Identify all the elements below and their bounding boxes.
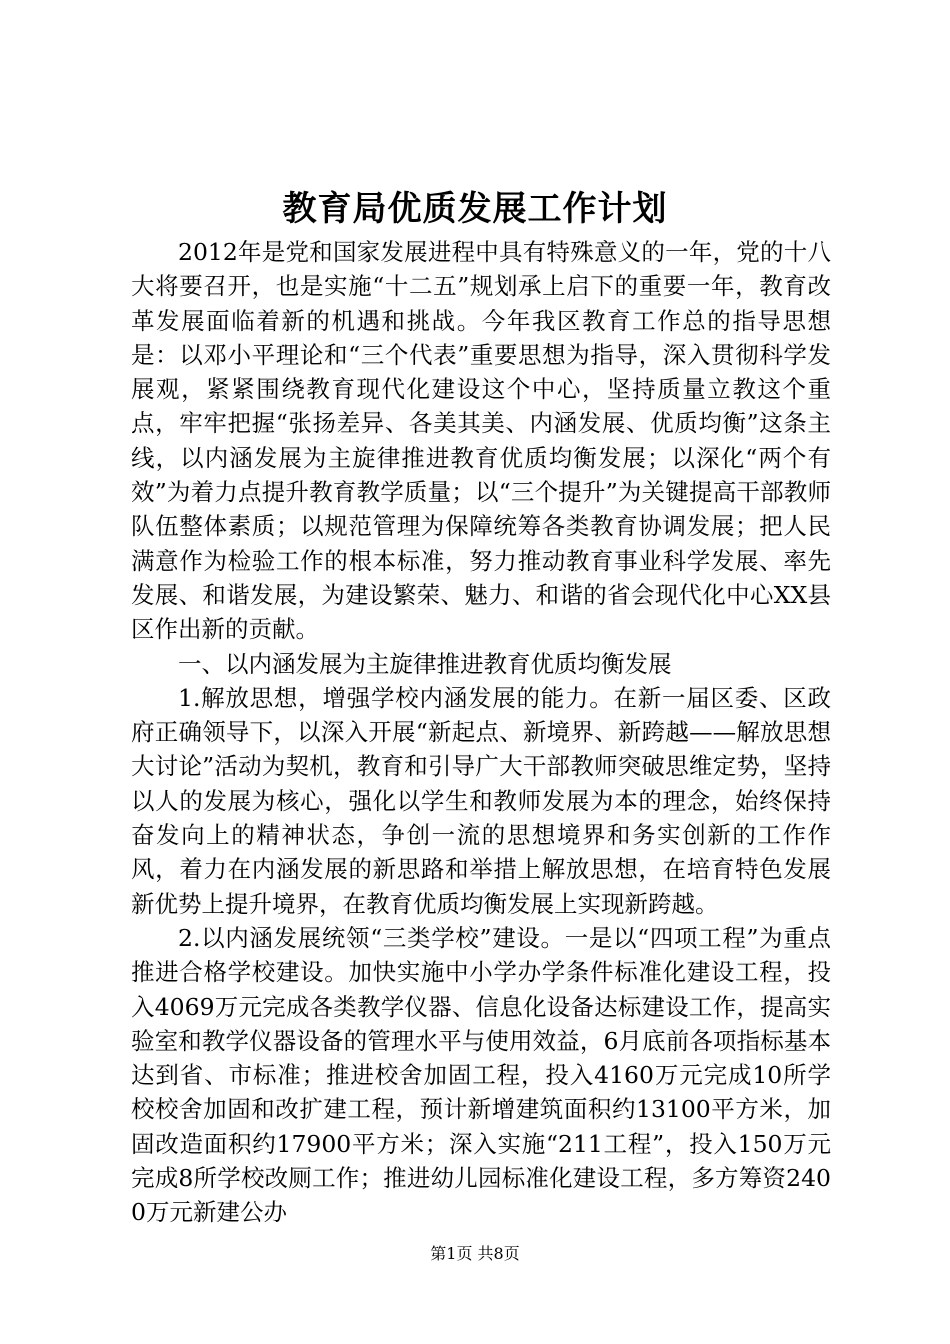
document-title: 教育局优质发展工作计划 — [282, 189, 668, 229]
section-heading-1: 一、以内涵发展为主旋律推进教育优质均衡发展 — [178, 649, 672, 678]
list-item-2: 2.以内涵发展统领“三类学校”建设。一是以“四项工程”为重点推进合格学校建设。加快实施中小学办学条件标准化建设工程，投入4069万元完成各类教学仪器、信息化设备达标建设工作，提高实验室和教学仪器设备的管理水平与使用效益，6月底前各项指标基本达到省、市标准；推进校舍加固工程，投入4160万元完成10所学校校舍加固和改扩建工程，预计新增建筑面积约13100平方米，加固改造面积约17900平方米；深入实施“211工程”，投入150万元完成8所学校改厕工作；推进幼儿园标准化建设工程，多方筹资2400万元新建公办 — [131, 923, 831, 1227]
page-footer: 第1页 共8页 — [430, 1244, 520, 1263]
list-item-1: 1.解放思想，增强学校内涵发展的能力。在新一届区委、区政府正确领导下，以深入开展“新起点、新境界、新跨越——解放思想大讨论”活动为契机，教育和引导广大干部教师突破思维定势，坚持以人的发展为核心，强化以学生和教师发展为本的理念，始终保持奋发向上的精神状态，争创一流的思想境界和务实创新的工作作风，着力在内涵发展的新思路和举措上解放思想，在培育特色发展新优势上提升境界，在教育优质均衡发展上实现新跨越。 — [131, 683, 831, 918]
intro-paragraph: 2012年是党和国家发展进程中具有特殊意义的一年，党的十八大将要召开，也是实施“十二五”规划承上启下的重要一年，教育改革发展面临着新的机遇和挑战。今年我区教育工作总的指导思想是：以邓小平理论和“三个代表”重要思想为指导，深入贯彻科学发展观，紧紧围绕教育现代化建设这个中心，坚持质量立教这个重点，牢牢把握“张扬差异、各美其美、内涵发展、优质均衡”这条主线，以内涵发展为主旋律推进教育优质均衡发展；以深化“两个有效”为着力点提升教育教学质量；以“三个提升”为关键提高干部教师队伍整体素质；以规范管理为保障统筹各类教育协调发展；把人民满意作为检验工作的根本标准，努力推动教育事业科学发展、率先发展、和谐发展，为建设繁荣、魅力、和谐的省会现代化中心XX县区作出新的贡献。 — [131, 238, 831, 644]
document-body — [131, 235, 831, 1230]
